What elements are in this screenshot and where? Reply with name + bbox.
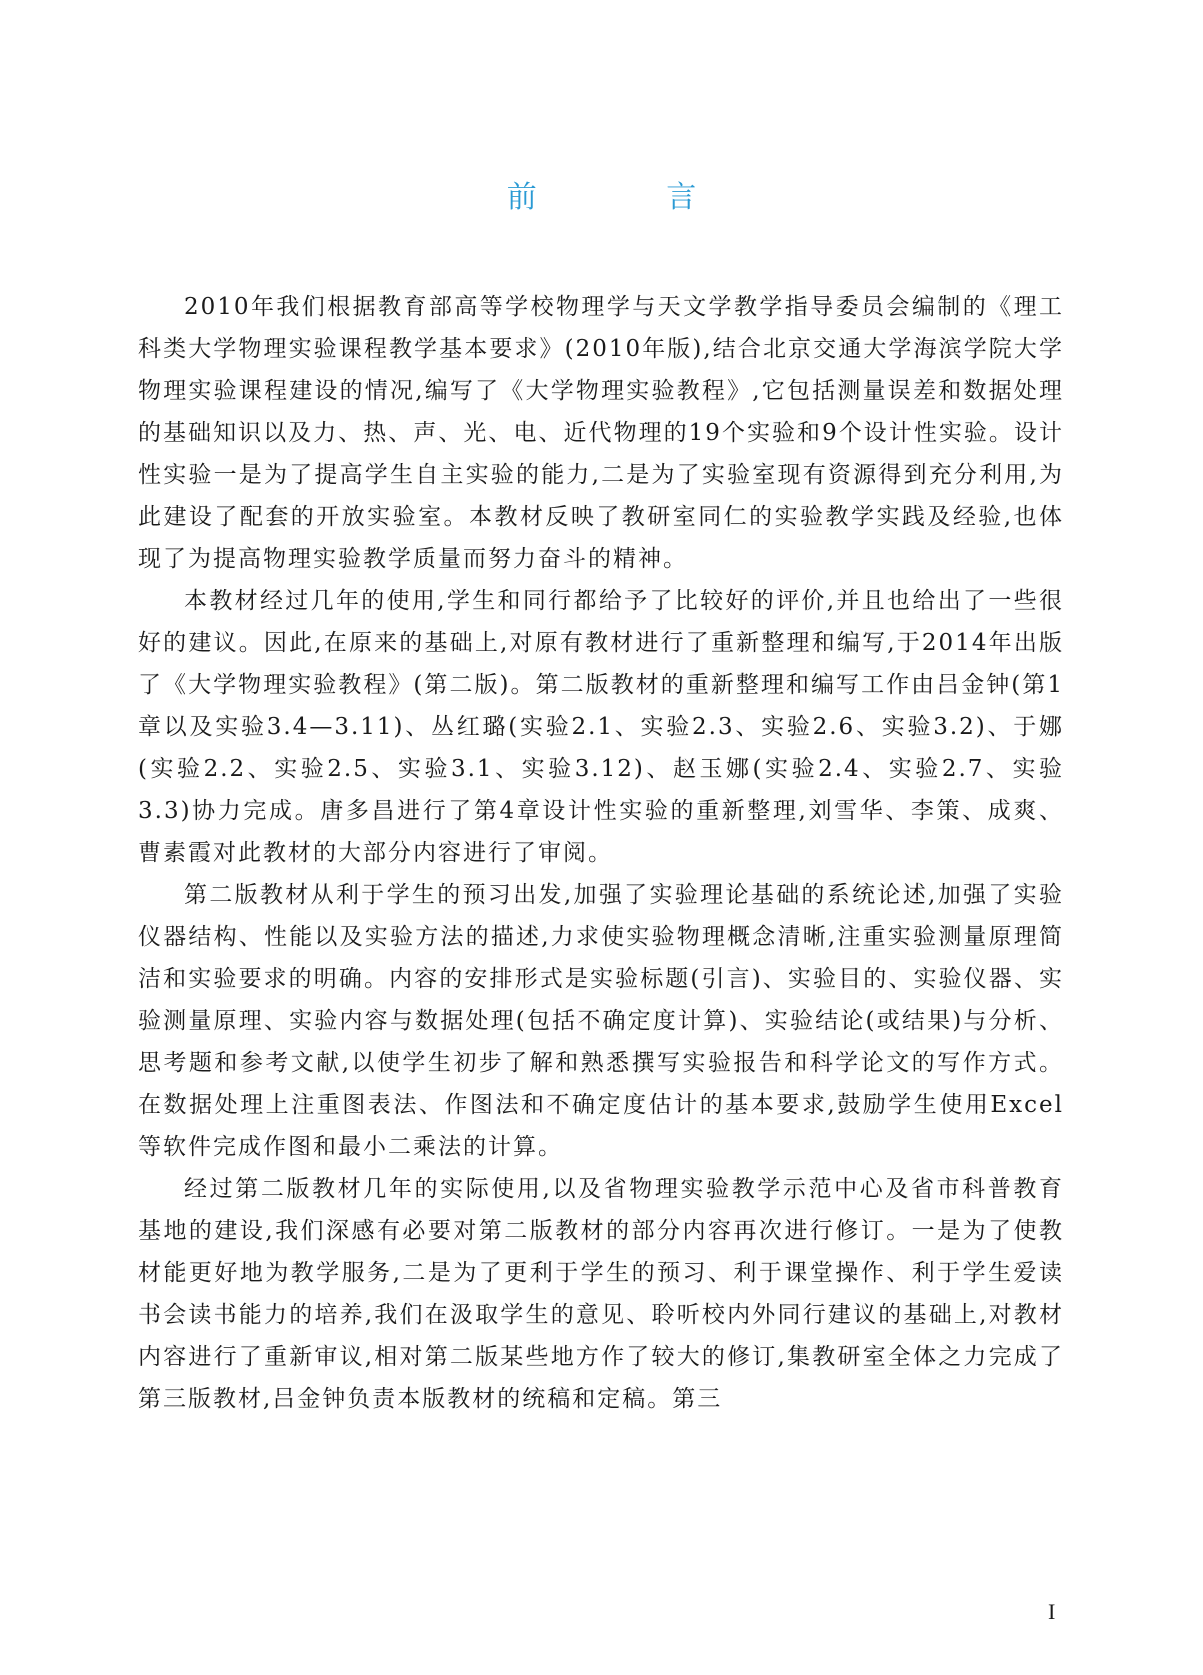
page-title: 前 言 [506, 180, 757, 215]
paragraph: 第二版教材从利于学生的预习出发,加强了实验理论基础的系统论述,加强了实验仪器结构、性能以及实验方法的描述,力求使实验物理概念清晰,注重实验测量原理简洁和实验要求的明确。内容的安排形式是实验标题(引言)、实验目的、实验仪器、实验测量原理、实验内容与数据处理(包括不确定度计算)、实验结论(或结果)与分析、思考题和参考文献,以使学生初步了解和熟悉撰写实验报告和科学论文的写作方式。在数据处理上注重图表法、作图法和不确定度估计的基本要求,鼓励学生使用Excel等软件完成作图和最小二乘法的计算。 [138, 882, 1064, 1160]
body-text [138, 286, 1064, 1420]
paragraph: 经过第二版教材几年的实际使用,以及省物理实验教学示范中心及省市科普教育基地的建设,我们深感有必要对第二版教材的部分内容再次进行修订。一是为了使教材能更好地为教学服务,二是为了更利于学生的预习、利于课堂操作、利于学生爱读书会读书能力的培养,我们在汲取学生的意见、聆听校内外同行建议的基础上,对教材内容进行了重新审议,相对第二版某些地方作了较大的修订,集教研室全体之力完成了第三版教材,吕金钟负责本版教材的统稿和定稿。第三 [138, 1176, 1064, 1412]
paragraph: 2010年我们根据教育部高等学校物理学与天文学教学指导委员会编制的《理工科类大学物理实验课程教学基本要求》(2010年版),结合北京交通大学海滨学院大学物理实验课程建设的情况,编写了《大学物理实验教程》,它包括测量误差和数据处理的基础知识以及力、热、声、光、电、近代物理的19个实验和9个设计性实验。设计性实验一是为了提高学生自主实验的能力,二是为了实验室现有资源得到充分利用,为此建设了配套的开放实验室。本教材反映了教研室同仁的实验教学实践及经验,也体现了为提高物理实验教学质量而努力奋斗的精神。 [138, 294, 1064, 572]
page-number: I [1048, 1599, 1056, 1624]
paragraph: 本教材经过几年的使用,学生和同行都给予了比较好的评价,并且也给出了一些很好的建议。因此,在原来的基础上,对原有教材进行了重新整理和编写,于2014年出版了《大学物理实验教程》(第二版)。第二版教材的重新整理和编写工作由吕金钟(第1章以及实验3.4—3.11)、丛红璐(实验2.1、实验2.3、实验2.6、实验3.2)、于娜(实验2.2、实验2.5、实验3.1、实验3.12)、赵玉娜(实验2.4、实验2.7、实验3.3)协力完成。唐多昌进行了第4章设计性实验的重新整理,刘雪华、李策、成爽、曹素霞对此教材的大部分内容进行了审阅。 [138, 588, 1064, 866]
